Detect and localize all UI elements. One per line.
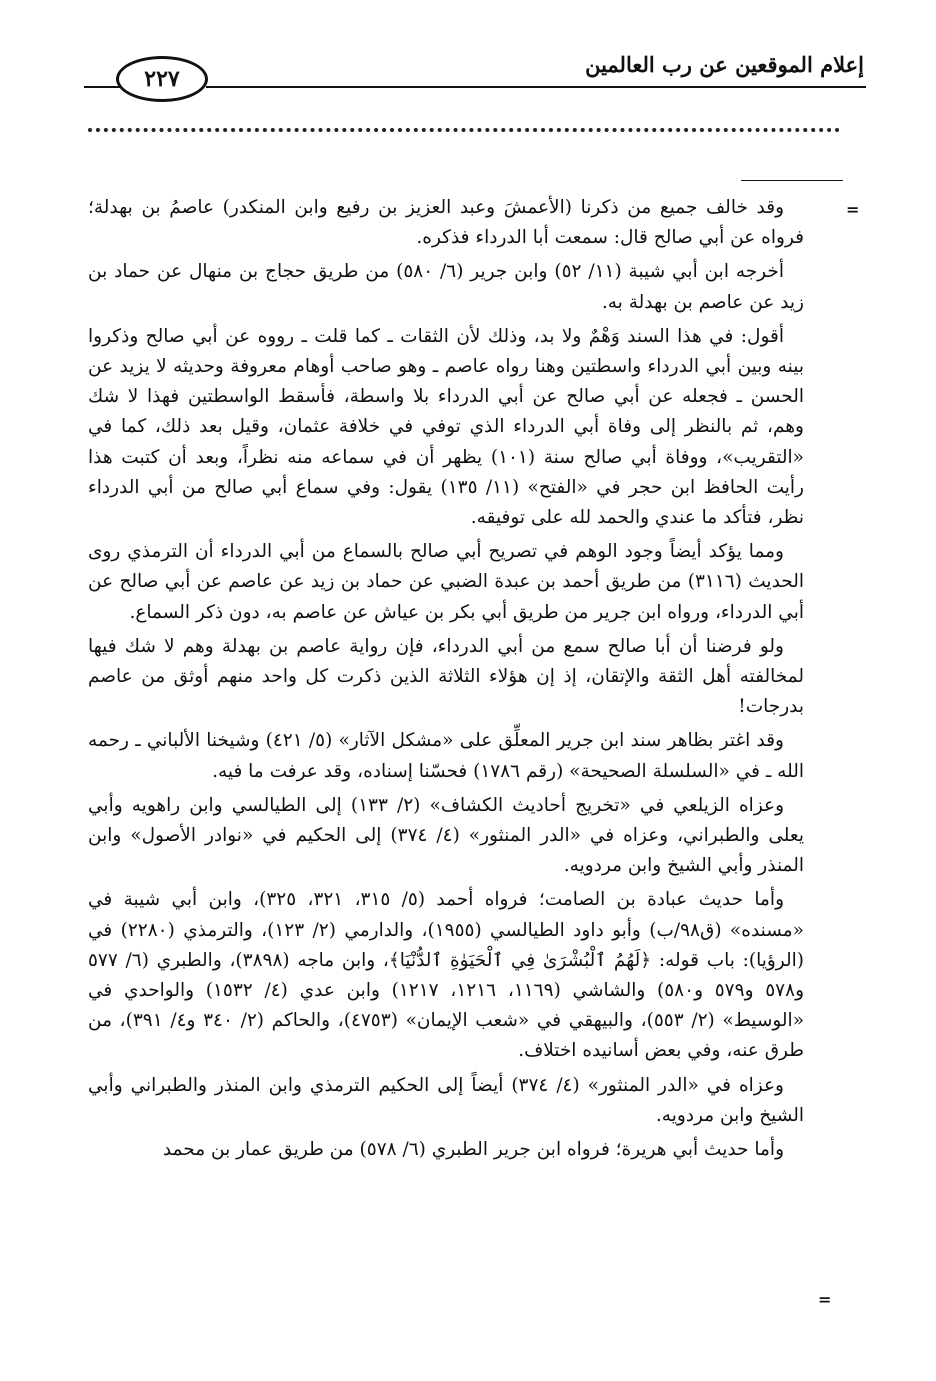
footnote-paragraph: وقد اغتر بظاهر سند ابن جرير المعلِّق على «مشكل الآثار» (٥/ ٤٢١) وشيخنا الألباني ـ رحمه الله ـ في «السلسلة الصحيحة» (رقم ١٧٨٦) فحسّنا إسناده، وقد عرفت ما فيه. [88, 730, 804, 782]
dotted-separator [88, 128, 840, 132]
header-rule-left [84, 86, 120, 88]
footnote-paragraph: وعزاه الزيلعي في «تخريج أحاديث الكشاف» (٢/ ١٣٣) إلى الطيالسي وابن راهويه وأبي يعلى والطبراني، وعزاه في «الدر المنثور» (٤/ ٣٧٤) إلى الحكيم في «نوادر الأصول» وابن المنذر وأبي الشيخ وابن مردويه. [88, 794, 805, 877]
page-number: ٢٢٧ [116, 56, 208, 102]
footnote-paragraph: وأما حديث عبادة بن الصامت؛ فرواه أحمد (٥/ ٣١٥، ٣٢١، ٣٢٥)، وابن أبي شيبة في «مسنده» (ق٩٨/ب) وأبو داود الطيالسي (١٩٥٥)، والدارمي (٢/ ١٢٣)، والترمذي (٢٢٨٠) في (الرؤيا): باب قوله: ﴿لَهُمُ ٱلْبُشْرَىٰ فِي ٱلْحَيَوٰةِ ٱلدُّنْيَا﴾، وابن ماجه (٣٨٩٨)، والطبري (٦/ ٥٧٧ و٥٧٨ و٥٧٩ و٥٨٠) والشاشي (١١٦٩، ١٢١٦، ١٢١٧) وابن عدي (٤/ ١٥٣٢) والواحدي في «الوسيط» (٢/ ٥٥٣)، والبيهقي في «شعب الإيمان» (٤٧٥٣)، والحاكم (٢/ ٣٤٠ و٤/ ٣٩١)، من طرق عنه، وفي بعض أسانيده اختلاف. [88, 889, 805, 1062]
footnote-paragraph: وأما حديث أبي هريرة؛ فرواه ابن جرير الطبري (٦/ ٥٧٨) من طريق عمار بن محمد [162, 1139, 784, 1161]
footnote-rule [741, 180, 843, 181]
header-rule [206, 86, 866, 88]
footnote-paragraph: ومما يؤكد أيضاً وجود الوهم في تصريح أبي صالح بالسماع من أبي الدرداء أن الترمذي روى الحديث (٣١١٦) من طريق أحمد بن عبدة الضبي عن حماد بن زيد عن عاصم عن أبي صالح عن أبي الدرداء، ورواه ابن جرير من طريق أبي بكر بن عياش عن عاصم به، دون ذكر السماع. [88, 541, 804, 623]
footnote-body [88, 193, 804, 1169]
footnote-paragraph: ولو فرضنا أن أبا صالح سمع من أبي الدرداء، فإن رواية عاصم بن بهدلة وهم لا شك فيها لمخالفته أهل الثقة والإتقان، إذ إن هؤلاء الثلاثة الذين ذكرت كل واحد منهم أوثق من عاصم بدرجات! [88, 635, 804, 718]
footnote-paragraph: أقول: في هذا السند وَهْمٌ ولا بد، وذلك لأن الثقات ـ كما قلت ـ رووه عن أبي صالح وذكروا بينه وبين أبي الدرداء واسطتين وهنا رواه عاصم ـ وهو صاحب أوهام معروفة وحديثه لا يزيد عن الحسن ـ فجعله عن أبي صالح عن أبي الدرداء بلا واسطة، فأسقط الواسطتين فهذا لا شك وهم، ثم بالنظر إلى وفاة أبي الدرداء الذي توفي في خلافة عثمان، وقيل بعد ذلك، كما في «التقريب»، ووفاة أبي صالح سنة (١٠١) يظهر أن في سماعه منه نظراً، وبعد أن كتبت هذا رأيت الحافظ ابن حجر في «الفتح» (١١/ ١٣٥) يقول: وفي سماع أبي صالح من أبي الدرداء نظر، فتأكد ما عندي والحمد لله على توفيقه. [88, 325, 804, 529]
footnote-paragraph: أخرجه ابن أبي شيبة (١١/ ٥٢) وابن جرير (٦/ ٥٨٠) من طريق حجاج بن منهال عن حماد بن زيد عن عاصم بن بهدلة به. [88, 261, 804, 313]
footnote-paragraph: وقد خالف جميع من ذكرنا (الأعمشَ وعبد العزيز بن رفيع وابن المنكدر) عاصمُ بن بهدلة؛ فرواه عن أبي صالح قال: سمعت أبا الدرداء فذكره. [88, 197, 804, 249]
running-head-title: إعلام الموقعين عن رب العالمين [585, 52, 864, 77]
continuation-mark-top: = [846, 200, 860, 219]
footnote-paragraph: وعزاه في «الدر المنثور» (٤/ ٣٧٤) أيضاً إلى الحكيم الترمذي وابن المنذر والطبراني وأبي الشيخ وابن مردويه. [88, 1074, 804, 1126]
continuation-mark-bottom: = [818, 1290, 832, 1309]
